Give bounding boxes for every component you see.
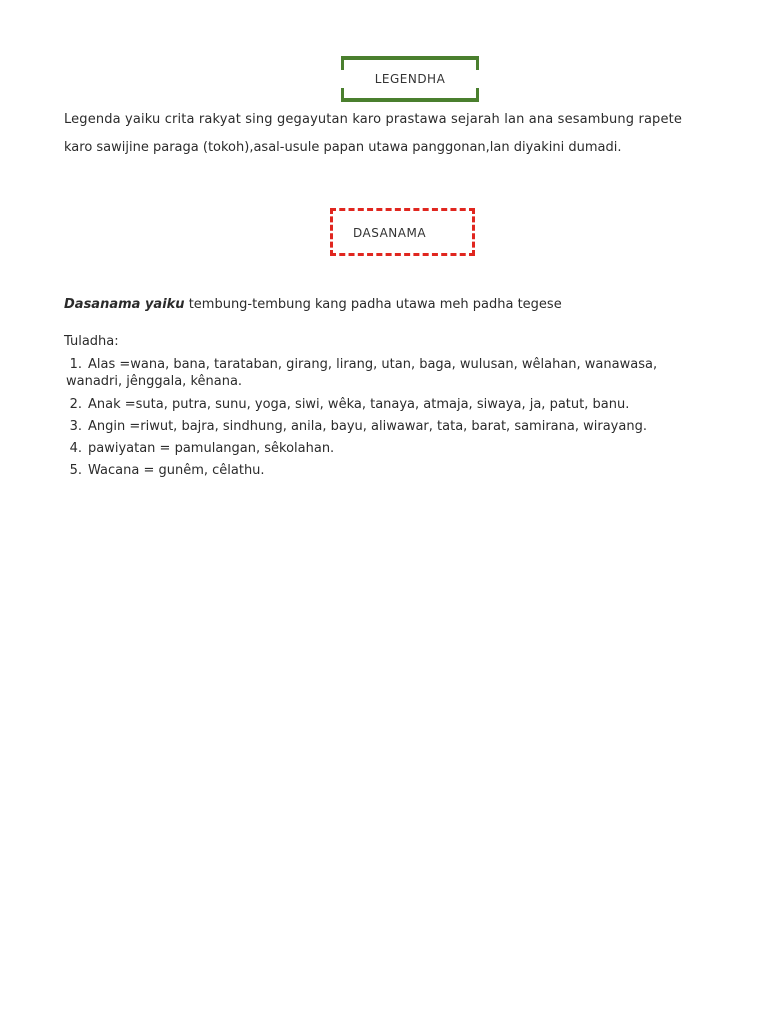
legendha-heading-box [341,56,479,102]
list-item-text: Anak =suta, putra, sunu, yoga, siwi, wêka, tanaya, atmaja, siwaya, ja, patut, banu. [88,397,630,412]
definition-term: Dasanama yaiku [64,297,185,312]
dasanama-heading-box [330,208,475,256]
list-item-continuation: wanadri, jênggala, kênana. [66,374,243,389]
definition-text: tembung-tembung kang padha utawa meh padha tegese [184,297,562,312]
list-item-number: 3. [69,419,82,434]
list-item-text: Alas =wana, bana, tarataban, girang, lirang, utan, baga, wulusan, wêlahan, wanawasa, [88,357,658,372]
list-item-text: Wacana = gunêm, cêlathu. [88,463,265,478]
dasanama-heading: DASANAMA [353,226,427,240]
list-item-number: 4. [69,441,82,456]
examples-label: Tuladha: [64,334,119,349]
list-item-number: 2. [69,397,82,412]
list-item [60,439,750,461]
legendha-heading: LEGENDHA [374,72,446,86]
examples-list [60,355,750,483]
legenda-paragraph-line-1: Legenda yaiku crita rakyat sing gegayutan karo prastawa sejarah lan ana sesambung rapete [64,112,683,127]
list-item-number: 5. [69,463,82,478]
legenda-paragraph-line-2: karo sawijine paraga (tokoh),asal-usule papan utawa panggonan,lan diyakini dumadi. [64,140,622,155]
bracket-corner [476,88,479,98]
list-item-number: 1. [69,357,82,372]
bracket-corner [341,88,344,98]
list-item [60,395,750,417]
list-item-text: pawiyatan = pamulangan, sêkolahan. [88,441,335,456]
list-item [60,461,750,483]
dasanama-definition [64,297,562,312]
list-item [60,417,750,439]
list-item [60,355,750,395]
list-item-text: Angin =riwut, bajra, sindhung, anila, bayu, aliwawar, tata, barat, samirana, wirayang. [88,419,647,434]
